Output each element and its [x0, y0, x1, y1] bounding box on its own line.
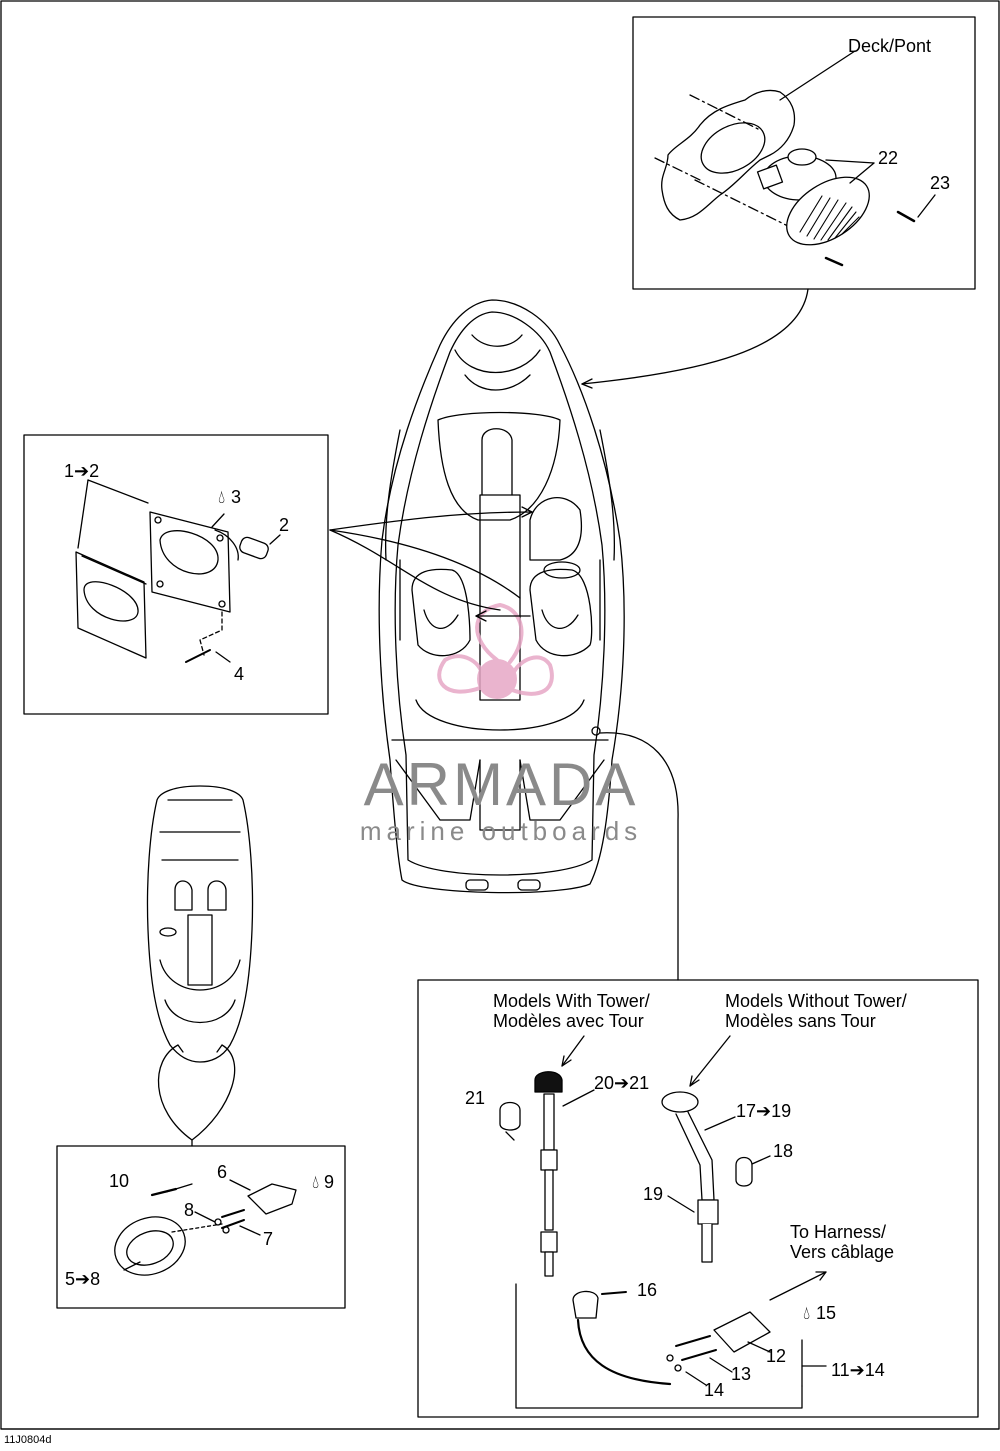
gauge-bulb	[238, 536, 270, 561]
nav-inset	[418, 980, 978, 1417]
callout-21: 21	[465, 1088, 486, 1108]
drop-icon: 💧︎	[312, 1172, 320, 1192]
callout-23: 23	[930, 173, 951, 193]
label-models-without-tower: Models Without Tower/ Modèles sans Tour	[725, 991, 907, 1031]
callout-4: 4	[234, 664, 245, 684]
callout-6: 6	[217, 1162, 228, 1182]
callout-13: 13	[731, 1364, 752, 1384]
callout-7: 7	[263, 1229, 274, 1249]
callout-16: 16	[637, 1280, 658, 1300]
callout-3: 3	[231, 487, 242, 507]
socket-16	[573, 1291, 598, 1318]
callout-18: 18	[773, 1141, 794, 1161]
label-deck-pont: Deck/Pont	[848, 36, 932, 56]
horn-terminal	[788, 149, 816, 165]
deck-leader	[780, 51, 855, 100]
stern-inset-border	[57, 1146, 345, 1308]
bulb-21	[500, 1103, 520, 1131]
label-models-with-tower: Models With Tower/ Modèles avec Tour	[493, 991, 650, 1031]
watermark-title: ARMADA	[363, 751, 639, 818]
diagram-code: 11J0804d	[4, 1434, 52, 1446]
stern-lens	[107, 1207, 194, 1284]
small-boat	[147, 786, 252, 1146]
small-hull	[147, 786, 252, 1062]
connector-6	[248, 1184, 296, 1214]
label-to-harness: To Harness/ Vers câblage	[790, 1222, 895, 1262]
callout-1-2: 1➔2	[64, 461, 100, 481]
callout-10: 10	[109, 1171, 130, 1191]
callout-5-8: 5➔8	[65, 1269, 101, 1289]
bulb-18	[736, 1158, 752, 1187]
callout-19: 19	[643, 1184, 664, 1204]
pole-light-head	[662, 1092, 698, 1112]
callout-14: 14	[704, 1380, 725, 1400]
callout-12: 12	[766, 1346, 787, 1366]
callout-9: 9	[324, 1172, 335, 1192]
tower-light-head	[535, 1072, 562, 1092]
bracket-11-14	[516, 1284, 802, 1408]
callout-15: 15	[816, 1303, 837, 1323]
callout-8: 8	[184, 1200, 195, 1220]
stern-inset	[57, 1146, 345, 1308]
screw-22	[826, 258, 842, 265]
callout-22: 22	[878, 148, 899, 168]
watermark-subtitle: marine outboards	[359, 816, 643, 846]
horn-inset	[633, 17, 975, 289]
callout-17-19: 17➔19	[736, 1101, 792, 1121]
screw-23	[898, 212, 914, 221]
nav-inset-border	[418, 980, 978, 1417]
connector-12	[714, 1312, 770, 1352]
drop-icon: 💧︎	[218, 487, 226, 507]
callout-20-21: 20➔21	[594, 1073, 650, 1093]
gauge-bezel	[76, 552, 146, 658]
gauge-screw	[186, 650, 210, 662]
deck-panel	[662, 90, 795, 220]
horn-leader	[582, 289, 808, 384]
callout-2: 2	[279, 515, 290, 535]
callout-11-14: 11➔14	[831, 1360, 885, 1380]
drop-icon: 💧︎	[803, 1303, 811, 1323]
